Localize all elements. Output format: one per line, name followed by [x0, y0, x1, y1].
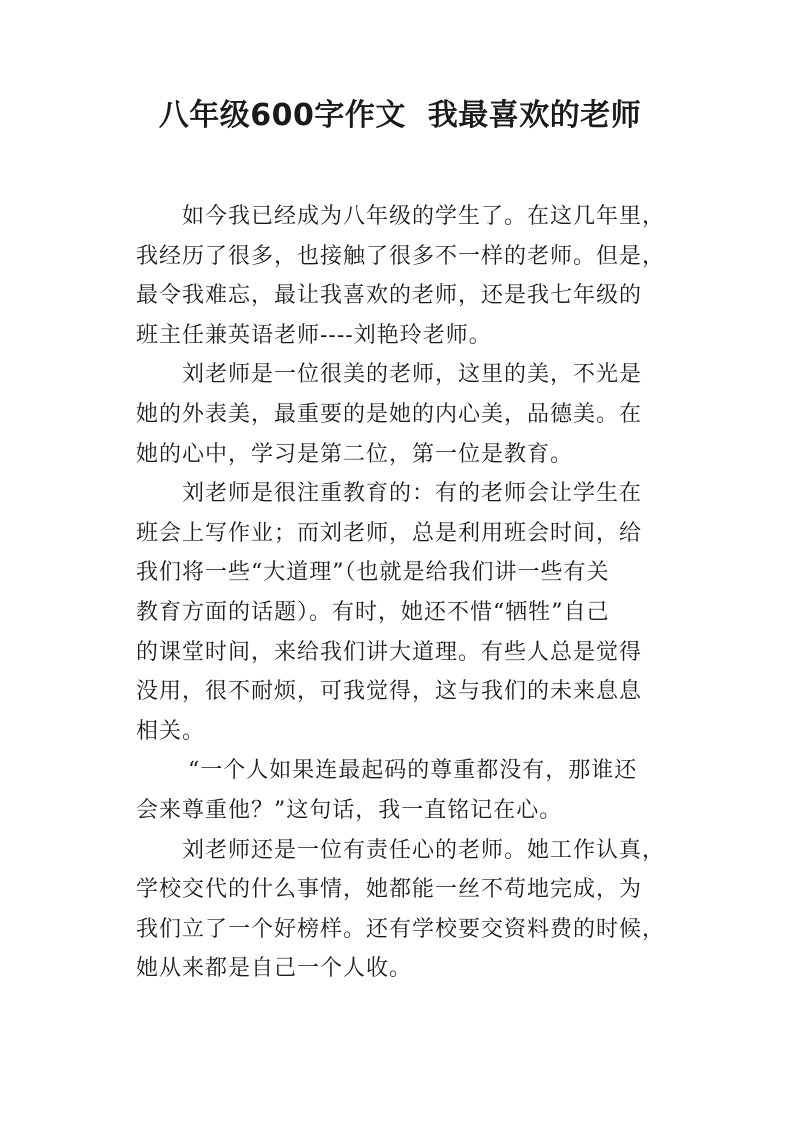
paragraph-line: 教育方面的话题）。有时，她还不惜“牺牲”自己: [136, 599, 610, 625]
paragraph-line: 我们将一些“大道理”（也就是给我们讲一些有关: [136, 560, 610, 586]
paragraph-line: 班主任兼英语老师----刘艳玲老师。: [136, 322, 492, 348]
paragraph-line: 刘老师是很注重教育的：有的老师会让学生在: [182, 481, 643, 507]
paragraph-line: 刘老师是一位很美的老师，这里的美，不光是: [182, 362, 643, 388]
paragraph-line: “一个人如果连最起码的尊重都没有，那谁还: [188, 758, 638, 784]
paragraph-line: 刘老师还是一位有责任心的老师。她工作认真，: [182, 837, 666, 863]
paragraph-line: 学校交代的什么事情，她都能一丝不苟地完成，为: [136, 877, 643, 903]
document-title: 八年级600字作文 我最喜欢的老师: [158, 98, 642, 133]
paragraph-line: 如今我已经成为八年级的学生了。在这几年里，: [182, 204, 666, 229]
paragraph-line: 会来尊重他？”这句话，我一直铭记在心。: [136, 797, 563, 823]
paragraph-line: 我们立了一个好榜样。还有学校要交资料费的时候，: [136, 916, 666, 942]
paragraph-line: 班会上写作业；而刘老师，总是利用班会时间，给: [136, 520, 643, 546]
paragraph-line: 的课堂时间，来给我们讲大道理。有些人总是觉得: [136, 639, 643, 665]
paragraph-line: 她的外表美，最重要的是她的内心美，品德美。在: [136, 401, 643, 427]
paragraph-line: 她从来都是自己一个人收。: [136, 956, 413, 982]
paragraph-line: 我经历了很多，也接触了很多不一样的老师。但是，: [136, 243, 666, 269]
paragraph-line: 没用，很不耐烦，可我觉得，这与我们的未来息息: [136, 679, 643, 705]
document-body: [136, 197, 670, 989]
paragraph-line: 相关。: [136, 718, 206, 744]
paragraph-line: 最令我难忘，最让我喜欢的老师，还是我七年级的: [136, 283, 643, 309]
paragraph-line: 她的心中，学习是第二位，第一位是教育。: [136, 441, 574, 467]
